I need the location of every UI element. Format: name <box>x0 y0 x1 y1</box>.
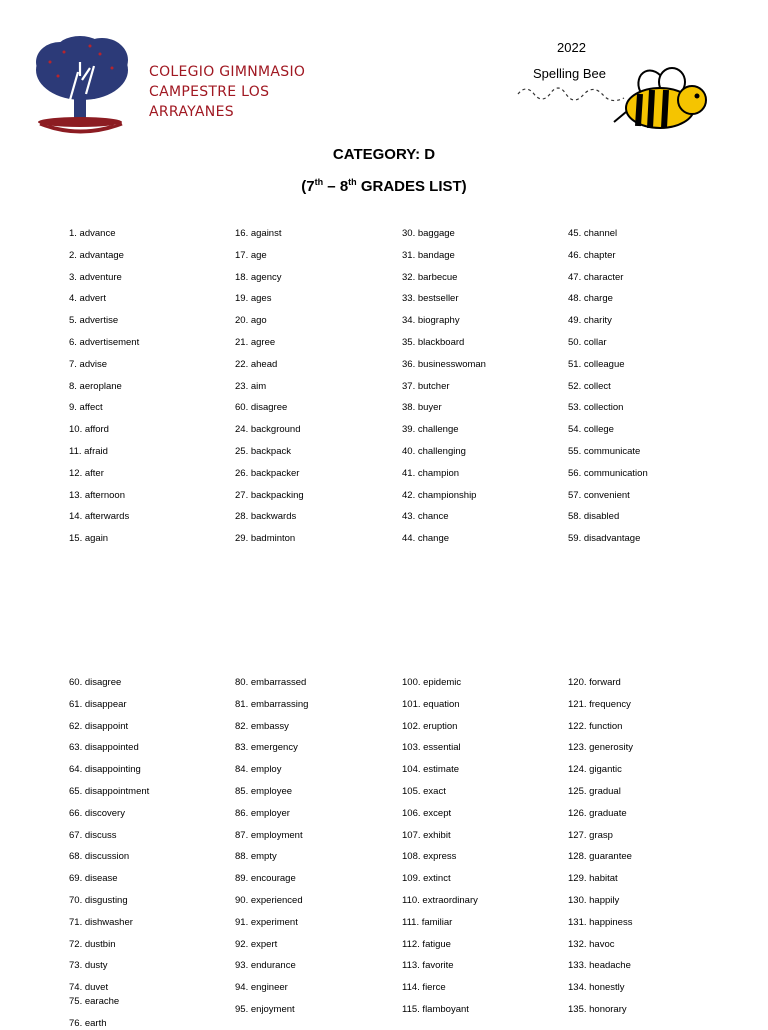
word-item: 7. advise <box>69 358 108 370</box>
word-item: 102. eruption <box>402 720 458 732</box>
word-item: 22. ahead <box>235 358 278 370</box>
word-item: 9. affect <box>69 402 103 414</box>
word-item: 5. advertise <box>69 315 119 327</box>
word-item: 41. champion <box>402 467 460 479</box>
word-item: 44. change <box>402 533 450 545</box>
word-item: 126. graduate <box>568 807 627 819</box>
word-item: 105. exact <box>402 786 446 797</box>
word-item: 87. employment <box>235 829 303 841</box>
word-item: 107. exhibit <box>402 829 451 841</box>
grades-superscript: th <box>314 177 324 187</box>
word-item: 130. happily <box>568 895 620 906</box>
word-item: 24. background <box>235 424 301 436</box>
word-item: 127. grasp <box>568 829 613 841</box>
word-item: 40. challenging <box>402 446 466 457</box>
word-item: 68. discussion <box>69 851 130 863</box>
word-item: 90. experienced <box>235 895 303 906</box>
word-item: 80. embarrassed <box>235 677 307 688</box>
word-item: 32. barbecue <box>402 271 458 283</box>
word-item: 21. agree <box>235 337 276 348</box>
word-item: 103. essential <box>402 742 461 754</box>
word-item: 51. colleague <box>568 358 625 370</box>
event-year: 2022 <box>557 40 586 55</box>
word-item: 133. headache <box>568 960 631 972</box>
word-item: 115. flamboyant <box>402 1004 469 1015</box>
word-item: 1. advance <box>69 228 116 239</box>
word-item: 18. agency <box>235 271 282 283</box>
word-item: 30. baggage <box>402 228 455 239</box>
grades-text: (7 <box>301 178 315 195</box>
word-item: 31. bandage <box>402 249 455 261</box>
word-item: 11. afraid <box>69 446 108 457</box>
word-item: 48. charge <box>568 293 613 305</box>
event-title: Spelling Bee <box>533 66 606 81</box>
word-item: 50. collar <box>568 337 607 348</box>
word-item: 112. fatigue <box>402 938 451 950</box>
word-item: 89. encourage <box>235 873 296 885</box>
word-item: 52. collect <box>568 380 611 392</box>
grades-text: GRADES LIST) <box>356 178 467 195</box>
word-item: 129. habitat <box>568 873 618 885</box>
word-item: 53. collection <box>568 402 624 414</box>
bee-icon <box>512 64 712 132</box>
school-name-line: ARRAYANES <box>149 104 234 120</box>
word-item: 111. familiar <box>402 916 453 928</box>
word-item: 95. enjoyment <box>235 1004 295 1015</box>
word-item: 66. discovery <box>69 807 125 819</box>
word-item: 135. honorary <box>568 1004 627 1015</box>
word-item: 91. experiment <box>235 916 298 928</box>
word-item: 43. chance <box>402 511 449 523</box>
word-item: 39. challenge <box>402 424 459 436</box>
word-item: 4. advert <box>69 293 106 305</box>
word-item: 70. disgusting <box>69 895 128 906</box>
school-name <box>149 62 305 122</box>
word-item: 49. charity <box>568 315 612 327</box>
word-item: 23. aim <box>235 380 267 392</box>
word-item: 17. age <box>235 249 267 261</box>
word-item: 54. college <box>568 424 614 436</box>
word-item: 131. happiness <box>568 916 633 928</box>
word-item: 26. backpacker <box>235 467 300 479</box>
word-item: 124. gigantic <box>568 764 622 776</box>
word-item: 75. earache <box>69 996 120 1007</box>
word-item: 29. badminton <box>235 533 296 545</box>
word-item: 42. championship <box>402 489 477 501</box>
word-item: 67. discuss <box>69 829 117 841</box>
word-item: 10. afford <box>69 424 109 436</box>
grades-subtitle <box>0 177 768 195</box>
word-item: 35. blackboard <box>402 337 465 348</box>
word-item: 2. advantage <box>69 249 124 261</box>
word-item: 74. duvet <box>69 982 109 993</box>
word-item: 37. butcher <box>402 380 450 392</box>
word-item: 28. backwards <box>235 511 297 523</box>
word-item: 3. adventure <box>69 271 122 283</box>
word-item: 88. empty <box>235 851 277 863</box>
word-item: 47. character <box>568 271 624 283</box>
word-item: 12. after <box>69 467 104 479</box>
word-item: 71. dishwasher <box>69 916 133 928</box>
word-item: 109. extinct <box>402 873 451 885</box>
word-item: 63. disappointed <box>69 742 139 754</box>
word-item: 6. advertisement <box>69 337 140 348</box>
word-item: 27. backpacking <box>235 489 304 501</box>
word-item: 86. employer <box>235 807 290 819</box>
word-item: 104. estimate <box>402 764 460 776</box>
word-item: 132. havoc <box>568 938 615 950</box>
word-item: 121. frequency <box>568 698 631 710</box>
word-item: 25. backpack <box>235 446 291 457</box>
word-item: 19. ages <box>235 293 272 305</box>
word-item: 56. communication <box>568 467 648 479</box>
word-item: 120. forward <box>568 677 621 688</box>
word-item: 83. emergency <box>235 742 298 754</box>
word-item: 65. disappointment <box>69 786 150 797</box>
word-item: 76. earth <box>69 1018 107 1029</box>
word-item: 16. against <box>235 228 282 239</box>
word-item: 14. afterwards <box>69 511 130 523</box>
word-item: 38. buyer <box>402 402 442 414</box>
word-item: 58. disabled <box>568 511 620 523</box>
word-item: 94. engineer <box>235 982 288 994</box>
word-item: 8. aeroplane <box>69 380 122 392</box>
word-item: 72. dustbin <box>69 938 116 950</box>
category-title: CATEGORY: D <box>332 146 436 163</box>
word-item: 20. ago <box>235 315 267 327</box>
word-item: 13. afternoon <box>69 489 125 501</box>
word-item: 60. disagree <box>69 677 122 688</box>
word-item: 73. dusty <box>69 960 108 972</box>
word-item: 125. gradual <box>568 786 621 797</box>
word-item: 122. function <box>568 720 623 732</box>
word-item: 108. express <box>402 851 457 863</box>
word-item: 134. honestly <box>568 982 625 994</box>
school-name-line: CAMPESTRE LOS <box>149 84 270 100</box>
word-item: 33. bestseller <box>402 293 459 305</box>
word-item: 100. epidemic <box>402 677 462 688</box>
word-item: 93. endurance <box>235 960 296 972</box>
word-item: 123. generosity <box>568 742 633 754</box>
word-item: 45. channel <box>568 228 618 239</box>
word-item: 113. favorite <box>402 960 454 972</box>
word-item: 84. employ <box>235 764 282 776</box>
word-item: 15. again <box>69 533 109 545</box>
grades-text: – 8 <box>323 178 349 195</box>
school-logo-tree-icon <box>30 32 132 140</box>
word-item: 57. convenient <box>568 489 630 501</box>
word-item: 55. communicate <box>568 446 641 457</box>
school-name-line: COLEGIO GIMNMASIO <box>149 64 306 80</box>
word-item: 101. equation <box>402 698 460 710</box>
word-item: 64. disappointing <box>69 764 141 776</box>
word-item: 60. disagree <box>235 402 288 414</box>
word-item: 59. disadvantage <box>568 533 641 545</box>
word-item: 85. employee <box>235 786 293 797</box>
grades-superscript: th <box>348 177 357 187</box>
word-item: 62. disappoint <box>69 720 129 732</box>
word-item: 128. guarantee <box>568 851 632 863</box>
word-item: 61. disappear <box>69 698 127 710</box>
word-item: 46. chapter <box>568 249 616 261</box>
word-item: 81. embarrassing <box>235 698 309 710</box>
word-item: 69. disease <box>69 873 118 885</box>
word-item: 36. businesswoman <box>402 358 486 370</box>
word-item: 114. fierce <box>402 982 446 994</box>
word-item: 34. biography <box>402 315 460 327</box>
word-item: 106. except <box>402 807 452 819</box>
word-item: 110. extraordinary <box>402 895 478 906</box>
word-item: 82. embassy <box>235 720 289 732</box>
word-item: 92. expert <box>235 938 278 950</box>
